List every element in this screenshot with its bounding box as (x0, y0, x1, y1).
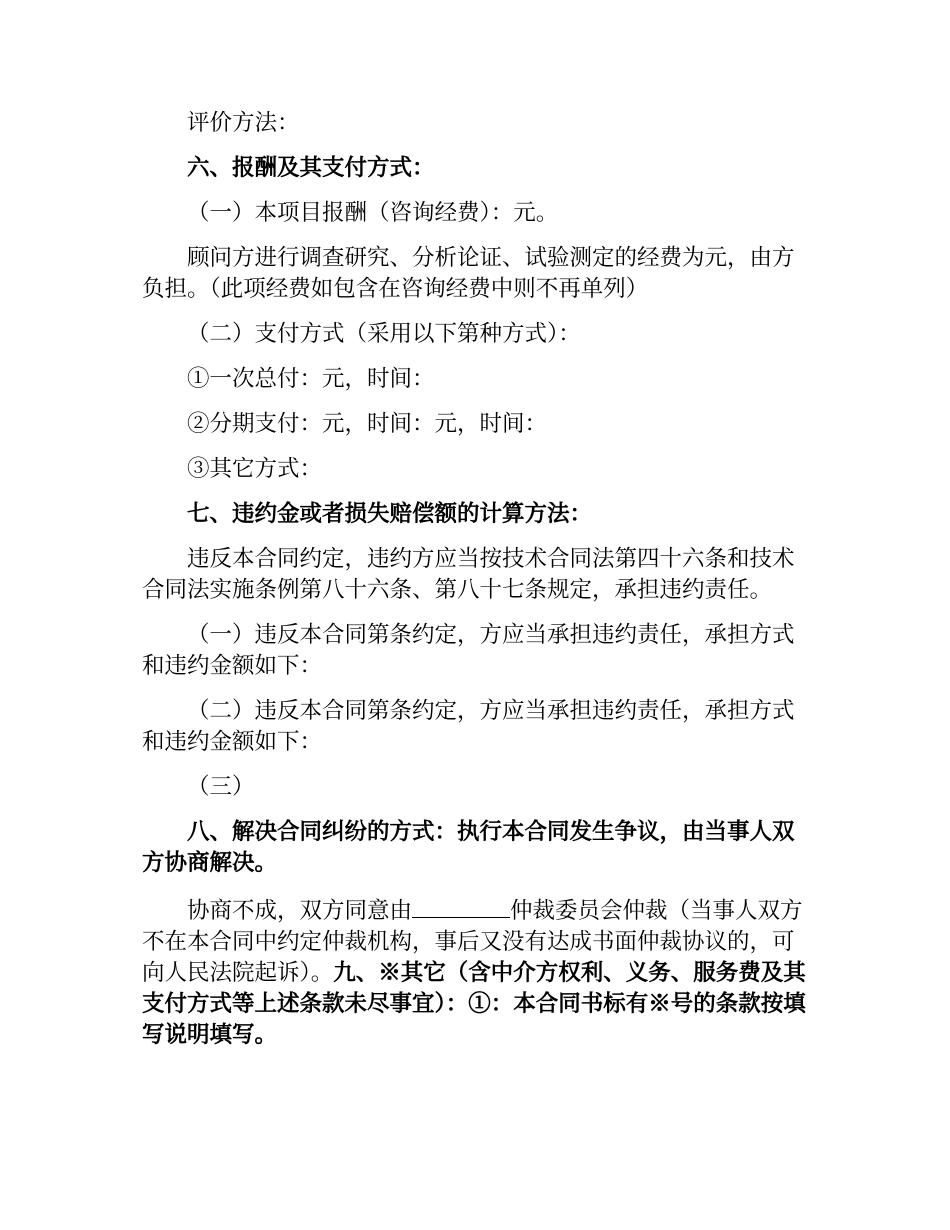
arbitration-text-rest: 仲裁委员会仲裁（当事人双方不在本合同中约定仲裁机构，事后又没有达成书面仲裁协议的，可向人民法院起诉）。 (142, 898, 803, 986)
document-page (142, 108, 812, 1051)
arbitration-text-start: 协商不成，双方同意由 (187, 898, 413, 924)
paragraph-breach-clause-1: （一）违反本合同第条约定，方应当承担违约责任，承担方式和违约金额如下： (142, 622, 795, 679)
paragraph-other-method: ③其它方式： (187, 456, 323, 482)
paragraph-breach-clause-2: （二）违反本合同第条约定，方应当承担违约责任，承担方式和违约金额如下： (142, 698, 795, 755)
heading-section-7: 七、违约金或者损失赔偿额的计算方法： (187, 501, 593, 527)
paragraph-payment-method: （二）支付方式（采用以下第种方式）： (187, 321, 581, 347)
paragraph-breach-clause-3: （三） (187, 774, 255, 800)
paragraph-arbitration (142, 893, 812, 1051)
heading-section-6: 六、报酬及其支付方式： (187, 155, 435, 181)
heading-section-9: 九、※其它（含中介方权利、义务、服务费及其支付方式等上述条款未尽事宜）：①：本合同书标有※号的条款按填写说明填写。 (142, 960, 806, 1048)
paragraph-remuneration: （一）本项目报酬（咨询经费）：元。 (187, 200, 559, 226)
paragraph-installments: ②分期支付：元，时间：元，时间： (187, 411, 548, 437)
paragraph-lump-sum: ①一次总付：元，时间： (187, 366, 435, 392)
arbitration-blank-line (412, 893, 510, 918)
paragraph-research-fees: 顾问方进行调查研究、分析论证、试验测定的经费为元，由方负担。（此项经费如包含在咨询经费中则不再单列） (142, 245, 795, 302)
paragraph-breach-liability: 违反本合同约定，违约方应当按技术合同法第四十六条和技术合同法实施条例第八十六条、第八十七条规定，承担违约责任。 (142, 546, 795, 603)
heading-section-8: 八、解决合同纠纷的方式：执行本合同发生争议，由当事人双方协商解决。 (142, 819, 795, 876)
paragraph-evaluation-method: 评价方法： (187, 110, 300, 136)
